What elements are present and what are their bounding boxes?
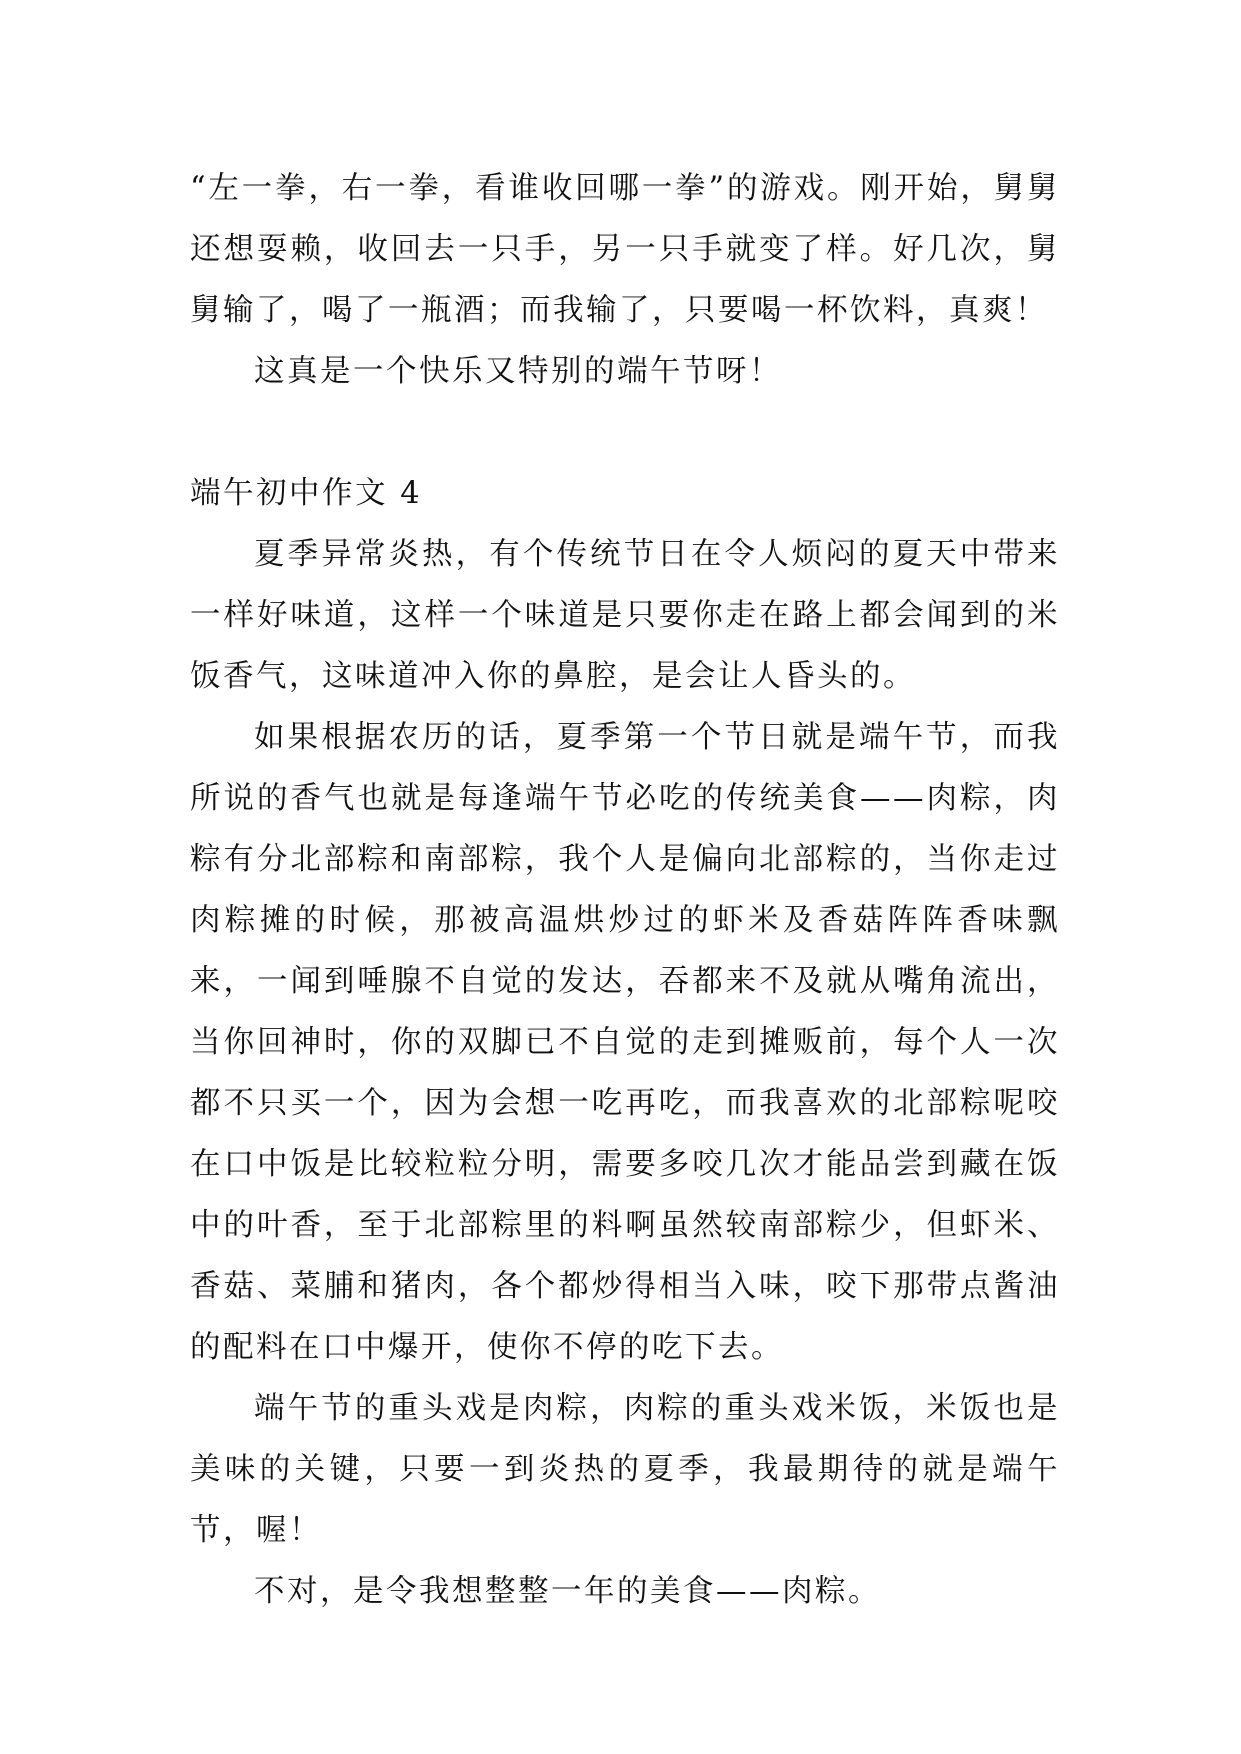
paragraph-continuation: “左一拳，右一拳，看谁收回哪一拳”的游戏。刚开始，舅舅还想耍赖，收回去一只手，另一只手就变了样。好几次，舅舅输了，喝了一瓶酒；而我输了，只要喝一杯饮料，真爽！ (190, 171, 1060, 328)
paragraph-ending: 不对，是令我想整整一年的美食——肉粽。 (254, 1574, 881, 1609)
section-title: 端午初中作文 4 (190, 476, 423, 511)
paragraph-body: 如果根据农历的话，夏季第一个节日就是端午节，而我所说的香气也就是每逢端午节必吃的传统美食——肉粽，肉粽有分北部粽和南部粽，我个人是偏向北部粽的，当你走过肉粽摊的时候，那被高温烘炒过的虾米及香菇阵阵香味飘来，一闻到唾腺不自觉的发达，吞都来不及就从嘴角流出，当你回神时，你的双脚已不自觉的走到摊贩前，每个人一次都不只买一个，因为会想一吃再吃，而我喜欢的北部粽呢咬在口中饭是比较粒粒分明，需要多咬几次才能品尝到藏在饭中的叶香，至于北部粽里的料啊虽然较南部粽少，但虾米、香菇、菜脯和猪肉，各个都炒得相当入味，咬下那带点酱油的配料在口中爆开，使你不停的吃下去。 (190, 720, 1060, 1365)
section-spacer (190, 402, 1060, 463)
paragraph-highlight: 端午节的重头戏是肉粽，肉粽的重头戏米饭，米饭也是美味的关键，只要一到炎热的夏季，我最期待的就是端午节，喔！ (190, 1391, 1060, 1548)
paragraph-closing: 这真是一个快乐又特别的端午节呀！ (254, 354, 782, 389)
paragraph-intro: 夏季异常炎热，有个传统节日在令人烦闷的夏天中带来一样好味道，这样一个味道是只要你走在路上都会闻到的米饭香气，这味道冲入你的鼻腔，是会让人昏头的。 (190, 537, 1060, 694)
document-body (190, 158, 1060, 1622)
